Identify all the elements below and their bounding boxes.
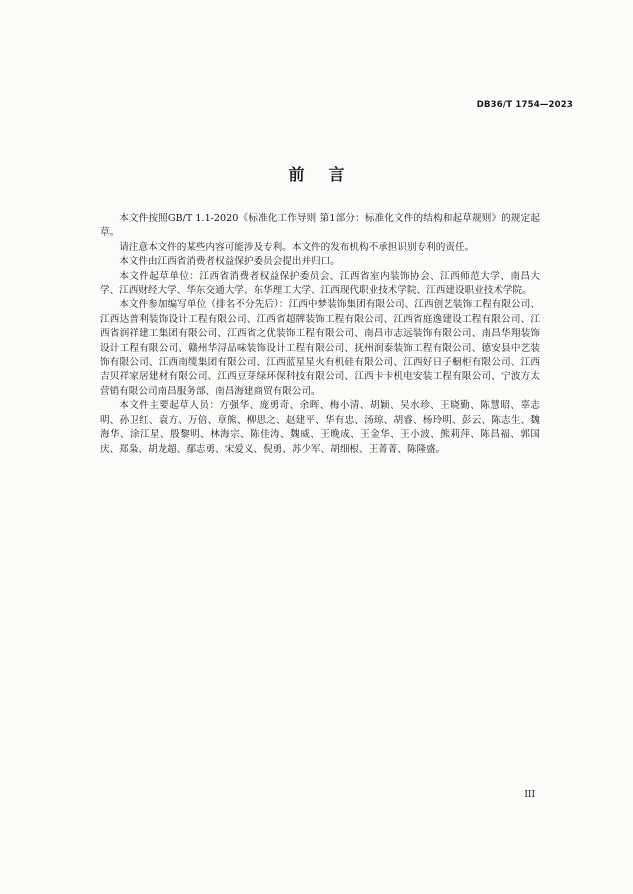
paragraph-proposer: 本文件由江西省消费者权益保护委员会提出并归口。: [119, 256, 340, 268]
paragraph-drafters: 本文件主要起草人员：方强华、庞勇奇、余晖、梅小清、胡颖、吴水珍、王晓勤、陈慧昭、辜志明、孙卫红、袁方、万倍、章熊、柳思之、赵建平、华有忠、汤琼、胡睿、杨玲明、彭云、陈志生、魏海华、涂江星、殷黎明、林海宗、陈佳涛、魏威、王晚成、王金华、王小波、熊莉萍、陈昌福、郭国庆、郑枭、胡龙超、鄢志勇、宋爱义、倪勇、苏少军、胡细根、王菁菁、陈隆盛。: [100, 400, 540, 455]
paragraph-drafting-units: 本文件起草单位：江西省消费者权益保护委员会、江西省室内装饰协会、江西师范大学、南昌大学、江西财经大学、华东交通大学、东华理工大学、江西现代职业技术学院、江西建设职业技术学院。: [100, 270, 540, 297]
paragraph-participating-units: 本文件参加编写单位（排名不分先后）：江西中梦装饰集团有限公司、江西创艺装饰工程有限公司、江西达普利装饰设计工程有限公司、江西省超牌装饰工程有限公司、江西省庭逸建设工程有限公司、江西省润祥建工集团有限公司、江西省之优装饰工程有限公司、南昌市志远装饰有限公司、南昌华翔装饰设计工程有限公司、赣州华浔品味装饰设计工程有限公司、抚州润泰装饰工程有限公司、德安县中艺装饰有限公司、江西南缆集团有限公司、江西蓝星星火有机硅有限公司、江西好日子橱柜有限公司、江西吉贝祥家居建材有限公司、江西豆芽绿环保科技有限公司、江西卡卡机电安装工程有限公司、宁波方太营销有限公司南昌服务部、南昌海建商贸有限公司。: [100, 299, 540, 397]
document-number: DB36/T 1754—2023: [476, 100, 573, 110]
paragraph-patent-notice: 请注意本文件的某些内容可能涉及专利。本文件的发布机构不承担识别专利的责任。: [119, 241, 475, 253]
section-title: 前言: [288, 165, 369, 184]
page-number: III: [524, 790, 535, 800]
paragraph-standard-basis: 本文件按照GB/T 1.1-2020《标准化工作导则 第1部分：标准化文件的结构和起草规则》的规定起草。: [100, 213, 540, 239]
body-text: [100, 212, 540, 457]
